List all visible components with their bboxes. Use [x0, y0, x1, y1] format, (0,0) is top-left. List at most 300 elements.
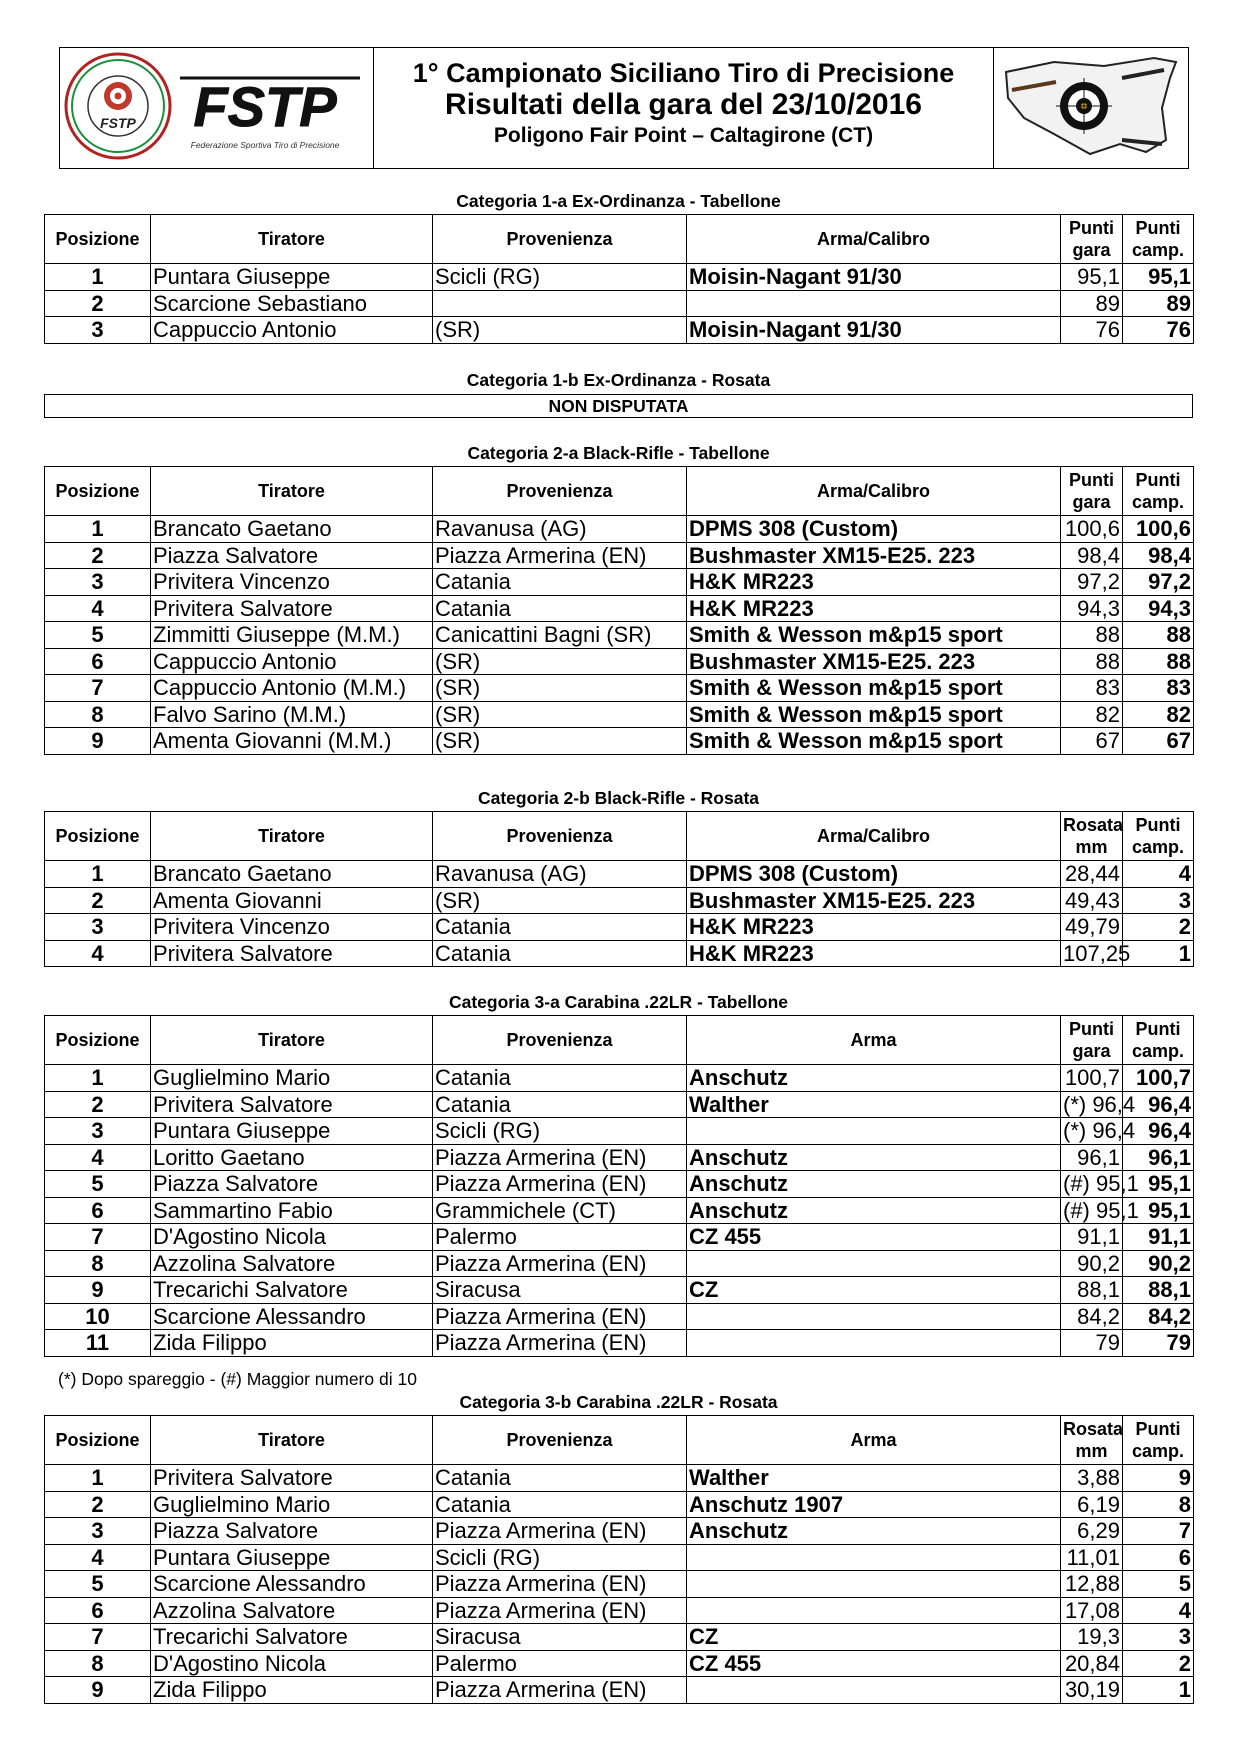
weapon-cell: Anschutz — [687, 1065, 1061, 1092]
score-cell: 88 — [1061, 622, 1123, 649]
weapon-cell: Smith & Wesson m&p15 sport — [687, 675, 1061, 702]
tiebreak-note: (*) Dopo spareggio - (#) Maggior numero di 10 — [58, 1369, 417, 1389]
shooter-cell: Scarcione Sebastiano — [151, 290, 433, 317]
shooter-cell: Trecarichi Salvatore — [151, 1624, 433, 1651]
table-row — [45, 1544, 1194, 1571]
shooter-cell: Scarcione Alessandro — [151, 1303, 433, 1330]
position-cell: 3 — [45, 1118, 151, 1145]
logo-small-text: FSTP — [100, 115, 136, 131]
origin-cell: Piazza Armerina (EN) — [433, 1330, 687, 1357]
shooter-cell: Brancato Gaetano — [151, 861, 433, 888]
score-cell: 49,43 — [1061, 887, 1123, 914]
weapon-cell — [687, 1118, 1061, 1145]
col-punti-camp: Punti camp. — [1123, 1016, 1194, 1065]
points-cell: 79 — [1123, 1330, 1194, 1357]
position-cell: 10 — [45, 1303, 151, 1330]
category-title: Categoria 1-b Ex-Ordinanza - Rosata — [466, 370, 771, 390]
score-cell: 3,88 — [1061, 1465, 1123, 1492]
col-rosata-mm: Rosata mm — [1061, 812, 1123, 861]
shooter-cell: Puntara Giuseppe — [151, 1118, 433, 1145]
origin-cell: Piazza Armerina (EN) — [433, 542, 687, 569]
col-arma: Arma/Calibro — [687, 215, 1061, 264]
col-provenienza: Provenienza — [433, 467, 687, 516]
table-row — [45, 861, 1194, 888]
table-row — [45, 290, 1194, 317]
position-cell: 11 — [45, 1330, 151, 1357]
score-cell: 94,3 — [1061, 595, 1123, 622]
header-titles — [374, 48, 993, 168]
weapon-cell: Walther — [687, 1091, 1061, 1118]
weapon-cell: H&K MR223 — [687, 914, 1061, 941]
points-cell: 88 — [1123, 648, 1194, 675]
weapon-cell: Bushmaster XM15-E25. 223 — [687, 648, 1061, 675]
position-cell: 7 — [45, 1624, 151, 1651]
col-provenienza: Provenienza — [433, 215, 687, 264]
weapon-cell: Anschutz — [687, 1197, 1061, 1224]
position-cell: 3 — [45, 914, 151, 941]
table-row — [45, 1118, 1194, 1145]
shooter-cell: Privitera Salvatore — [151, 1091, 433, 1118]
position-cell: 5 — [45, 1571, 151, 1598]
shooter-cell: Trecarichi Salvatore — [151, 1277, 433, 1304]
origin-cell: (SR) — [433, 317, 687, 344]
position-cell: 2 — [45, 1091, 151, 1118]
origin-cell: Piazza Armerina (EN) — [433, 1597, 687, 1624]
venue-title: Poligono Fair Point – Caltagirone (CT) — [493, 124, 874, 147]
table-row — [45, 675, 1194, 702]
origin-cell: (SR) — [433, 675, 687, 702]
position-cell: 8 — [45, 1650, 151, 1677]
points-cell: 100,7 — [1123, 1065, 1194, 1092]
table-row — [45, 569, 1194, 596]
points-cell: 1 — [1123, 940, 1194, 967]
origin-cell: Catania — [433, 1491, 687, 1518]
shooter-cell: Zida Filippo — [151, 1330, 433, 1357]
fstp-logo-graphic — [60, 48, 371, 167]
points-cell: 83 — [1123, 675, 1194, 702]
origin-cell: Piazza Armerina (EN) — [433, 1250, 687, 1277]
table-row — [45, 1277, 1194, 1304]
origin-cell: Catania — [433, 595, 687, 622]
points-cell: 1 — [1123, 1677, 1194, 1704]
shooter-cell: Cappuccio Antonio — [151, 317, 433, 344]
position-cell: 4 — [45, 940, 151, 967]
origin-cell: Scicli (RG) — [433, 1118, 687, 1145]
col-posizione: Posizione — [45, 215, 151, 264]
score-cell: 89 — [1061, 290, 1123, 317]
points-cell: 98,4 — [1123, 542, 1194, 569]
weapon-cell: Smith & Wesson m&p15 sport — [687, 701, 1061, 728]
points-cell: 96,4 — [1123, 1091, 1194, 1118]
weapon-cell: CZ — [687, 1624, 1061, 1651]
category-title: Categoria 1-a Ex-Ordinanza - Tabellone — [456, 191, 781, 211]
score-cell: (*) 96,4 — [1061, 1091, 1123, 1118]
shooter-cell: Piazza Salvatore — [151, 1171, 433, 1198]
weapon-cell — [687, 1303, 1061, 1330]
origin-cell: Scicli (RG) — [433, 264, 687, 291]
category-title: Categoria 2-b Black-Rifle - Rosata — [477, 788, 760, 808]
weapon-cell: Walther — [687, 1465, 1061, 1492]
weapon-cell: H&K MR223 — [687, 595, 1061, 622]
table-row — [45, 1571, 1194, 1598]
col-tiratore: Tiratore — [151, 467, 433, 516]
fstp-logo — [60, 48, 374, 168]
points-cell: 4 — [1123, 861, 1194, 888]
points-cell: 82 — [1123, 701, 1194, 728]
position-cell: 5 — [45, 622, 151, 649]
weapon-cell — [687, 1544, 1061, 1571]
col-tiratore: Tiratore — [151, 215, 433, 264]
shooter-cell: Falvo Sarino (M.M.) — [151, 701, 433, 728]
position-cell: 3 — [45, 317, 151, 344]
points-cell: 88,1 — [1123, 1277, 1194, 1304]
col-posizione: Posizione — [45, 467, 151, 516]
origin-cell: (SR) — [433, 887, 687, 914]
origin-cell: Piazza Armerina (EN) — [433, 1571, 687, 1598]
shooter-cell: Loritto Gaetano — [151, 1144, 433, 1171]
score-cell: 67 — [1061, 728, 1123, 755]
score-cell: 76 — [1061, 317, 1123, 344]
origin-cell: Piazza Armerina (EN) — [433, 1518, 687, 1545]
table-row — [45, 701, 1194, 728]
table-row — [45, 728, 1194, 755]
score-cell: 91,1 — [1061, 1224, 1123, 1251]
shooter-cell: Sammartino Fabio — [151, 1197, 433, 1224]
points-cell: 6 — [1123, 1544, 1194, 1571]
category-title: Categoria 3-a Carabina .22LR - Tabellone — [448, 992, 789, 1012]
category-title: Categoria 2-a Black-Rifle - Tabellone — [467, 443, 770, 463]
points-cell: 9 — [1123, 1465, 1194, 1492]
points-cell: 94,3 — [1123, 595, 1194, 622]
shooter-cell: Privitera Salvatore — [151, 595, 433, 622]
origin-cell: Piazza Armerina (EN) — [433, 1144, 687, 1171]
score-cell: 84,2 — [1061, 1303, 1123, 1330]
table-row — [45, 1144, 1194, 1171]
col-punti-gara: Punti gara — [1061, 467, 1123, 516]
score-cell: 6,29 — [1061, 1518, 1123, 1545]
col-posizione: Posizione — [45, 812, 151, 861]
score-cell: 20,84 — [1061, 1650, 1123, 1677]
shooter-cell: D'Agostino Nicola — [151, 1650, 433, 1677]
header — [59, 47, 1189, 169]
col-arma: Arma/Calibro — [687, 467, 1061, 516]
points-cell: 95,1 — [1123, 1197, 1194, 1224]
logo-subtitle: Federazione Sportiva Tiro di Precisione — [190, 140, 340, 150]
shooter-cell: Guglielmino Mario — [151, 1065, 433, 1092]
table-row — [45, 317, 1194, 344]
position-cell: 3 — [45, 1518, 151, 1545]
shooter-cell: Piazza Salvatore — [151, 1518, 433, 1545]
score-cell: 82 — [1061, 701, 1123, 728]
shooter-cell: Cappuccio Antonio — [151, 648, 433, 675]
table-row — [45, 1065, 1194, 1092]
col-punti-camp: Punti camp. — [1123, 215, 1194, 264]
weapon-cell: Smith & Wesson m&p15 sport — [687, 728, 1061, 755]
score-cell: 28,44 — [1061, 861, 1123, 888]
position-cell: 3 — [45, 569, 151, 596]
results-table — [44, 466, 1194, 755]
table-row — [45, 516, 1194, 543]
col-tiratore: Tiratore — [151, 812, 433, 861]
score-cell: 19,3 — [1061, 1624, 1123, 1651]
position-cell: 1 — [45, 516, 151, 543]
position-cell: 5 — [45, 1171, 151, 1198]
shooter-cell: Privitera Salvatore — [151, 940, 433, 967]
col-provenienza: Provenienza — [433, 1016, 687, 1065]
origin-cell: Piazza Armerina (EN) — [433, 1171, 687, 1198]
sicily-target-icon — [994, 48, 1186, 167]
weapon-cell: CZ 455 — [687, 1224, 1061, 1251]
score-cell: 12,88 — [1061, 1571, 1123, 1598]
sicily-map-logo — [993, 48, 1188, 168]
weapon-cell — [687, 290, 1061, 317]
table-row — [45, 622, 1194, 649]
position-cell: 6 — [45, 1597, 151, 1624]
origin-cell: Catania — [433, 914, 687, 941]
weapon-cell: Bushmaster XM15-E25. 223 — [687, 542, 1061, 569]
category-title: Categoria 3-b Carabina .22LR - Rosata — [459, 1392, 778, 1412]
results-table — [44, 811, 1194, 967]
origin-cell: Scicli (RG) — [433, 1544, 687, 1571]
position-cell: 4 — [45, 1144, 151, 1171]
shooter-cell: Brancato Gaetano — [151, 516, 433, 543]
points-cell: 95,1 — [1123, 1171, 1194, 1198]
col-tiratore: Tiratore — [151, 1016, 433, 1065]
weapon-cell: Anschutz 1907 — [687, 1491, 1061, 1518]
position-cell: 1 — [45, 861, 151, 888]
score-cell: (#) 95,1 — [1061, 1171, 1123, 1198]
results-table — [44, 1015, 1194, 1357]
origin-cell: Ravanusa (AG) — [433, 861, 687, 888]
col-punti-gara: Punti gara — [1061, 215, 1123, 264]
championship-title: 1° Campionato Siciliano Tiro di Precisione — [412, 58, 955, 88]
shooter-cell: Privitera Vincenzo — [151, 914, 433, 941]
col-punti-camp: Punti camp. — [1123, 1416, 1194, 1465]
points-cell: 96,4 — [1123, 1118, 1194, 1145]
weapon-cell: DPMS 308 (Custom) — [687, 861, 1061, 888]
table-row — [45, 1250, 1194, 1277]
position-cell: 9 — [45, 728, 151, 755]
table-row — [45, 648, 1194, 675]
shooter-cell: Zida Filippo — [151, 1677, 433, 1704]
origin-cell: Piazza Armerina (EN) — [433, 1303, 687, 1330]
points-cell: 2 — [1123, 1650, 1194, 1677]
points-cell: 8 — [1123, 1491, 1194, 1518]
weapon-cell: CZ 455 — [687, 1650, 1061, 1677]
position-cell: 1 — [45, 1065, 151, 1092]
points-cell: 3 — [1123, 1624, 1194, 1651]
origin-cell: Siracusa — [433, 1277, 687, 1304]
table-row — [45, 1197, 1194, 1224]
position-cell: 8 — [45, 701, 151, 728]
origin-cell: Canicattini Bagni (SR) — [433, 622, 687, 649]
table-row — [45, 1518, 1194, 1545]
position-cell: 9 — [45, 1677, 151, 1704]
origin-cell: Siracusa — [433, 1624, 687, 1651]
points-cell: 97,2 — [1123, 569, 1194, 596]
table-row — [45, 1650, 1194, 1677]
points-cell: 90,2 — [1123, 1250, 1194, 1277]
position-cell: 2 — [45, 542, 151, 569]
col-posizione: Posizione — [45, 1416, 151, 1465]
col-provenienza: Provenienza — [433, 812, 687, 861]
weapon-cell: Moisin-Nagant 91/30 — [687, 317, 1061, 344]
score-cell: 98,4 — [1061, 542, 1123, 569]
position-cell: 6 — [45, 648, 151, 675]
table-row — [45, 940, 1194, 967]
results-title: Risultati della gara del 23/10/2016 — [445, 88, 922, 121]
score-cell: 30,19 — [1061, 1677, 1123, 1704]
position-cell: 1 — [45, 1465, 151, 1492]
score-cell: 79 — [1061, 1330, 1123, 1357]
position-cell: 7 — [45, 675, 151, 702]
weapon-cell: Bushmaster XM15-E25. 223 — [687, 887, 1061, 914]
position-cell: 2 — [45, 290, 151, 317]
shooter-cell: Puntara Giuseppe — [151, 264, 433, 291]
score-cell: 11,01 — [1061, 1544, 1123, 1571]
shooter-cell: Zimmitti Giuseppe (M.M.) — [151, 622, 433, 649]
score-cell: (#) 95,1 — [1061, 1197, 1123, 1224]
origin-cell: Catania — [433, 1065, 687, 1092]
weapon-cell: Anschutz — [687, 1518, 1061, 1545]
origin-cell — [433, 290, 687, 317]
origin-cell: Grammichele (CT) — [433, 1197, 687, 1224]
position-cell: 8 — [45, 1250, 151, 1277]
position-cell: 2 — [45, 1491, 151, 1518]
shooter-cell: D'Agostino Nicola — [151, 1224, 433, 1251]
table-row — [45, 1224, 1194, 1251]
origin-cell: Piazza Armerina (EN) — [433, 1677, 687, 1704]
score-cell: 49,79 — [1061, 914, 1123, 941]
score-cell: 83 — [1061, 675, 1123, 702]
origin-cell: Catania — [433, 1465, 687, 1492]
shooter-cell: Scarcione Alessandro — [151, 1571, 433, 1598]
logo-big-text: FSTP — [193, 75, 337, 138]
col-rosata-mm: Rosata mm — [1061, 1416, 1123, 1465]
origin-cell: (SR) — [433, 701, 687, 728]
weapon-cell: Anschutz — [687, 1144, 1061, 1171]
shooter-cell: Piazza Salvatore — [151, 542, 433, 569]
origin-cell: Ravanusa (AG) — [433, 516, 687, 543]
weapon-cell: Smith & Wesson m&p15 sport — [687, 622, 1061, 649]
table-row — [45, 1171, 1194, 1198]
origin-cell: Palermo — [433, 1650, 687, 1677]
table-row — [45, 264, 1194, 291]
score-cell: (*) 96,4 — [1061, 1118, 1123, 1145]
results-table — [44, 214, 1194, 344]
table-row — [45, 1677, 1194, 1704]
origin-cell: (SR) — [433, 648, 687, 675]
weapon-cell: Anschutz — [687, 1171, 1061, 1198]
points-cell: 100,6 — [1123, 516, 1194, 543]
shooter-cell: Azzolina Salvatore — [151, 1250, 433, 1277]
table-row — [45, 887, 1194, 914]
points-cell: 96,1 — [1123, 1144, 1194, 1171]
col-tiratore: Tiratore — [151, 1416, 433, 1465]
col-posizione: Posizione — [45, 1016, 151, 1065]
points-cell: 89 — [1123, 290, 1194, 317]
points-cell: 88 — [1123, 622, 1194, 649]
position-cell: 9 — [45, 1277, 151, 1304]
score-cell: 96,1 — [1061, 1144, 1123, 1171]
shooter-cell: Amenta Giovanni (M.M.) — [151, 728, 433, 755]
score-cell: 100,7 — [1061, 1065, 1123, 1092]
table-row — [45, 1303, 1194, 1330]
score-cell: 95,1 — [1061, 264, 1123, 291]
position-cell: 6 — [45, 1197, 151, 1224]
position-cell: 1 — [45, 264, 151, 291]
table-row — [45, 1330, 1194, 1357]
origin-cell: Palermo — [433, 1224, 687, 1251]
points-cell: 76 — [1123, 317, 1194, 344]
weapon-cell: CZ — [687, 1277, 1061, 1304]
results-table — [44, 1415, 1194, 1704]
table-row — [45, 595, 1194, 622]
shooter-cell: Azzolina Salvatore — [151, 1597, 433, 1624]
weapon-cell: DPMS 308 (Custom) — [687, 516, 1061, 543]
table-row — [45, 1624, 1194, 1651]
position-cell: 7 — [45, 1224, 151, 1251]
score-cell: 6,19 — [1061, 1491, 1123, 1518]
col-punti-camp: Punti camp. — [1123, 467, 1194, 516]
weapon-cell — [687, 1571, 1061, 1598]
points-cell: 2 — [1123, 914, 1194, 941]
weapon-cell: Moisin-Nagant 91/30 — [687, 264, 1061, 291]
shooter-cell: Puntara Giuseppe — [151, 1544, 433, 1571]
weapon-cell — [687, 1677, 1061, 1704]
col-arma: Arma — [687, 1016, 1061, 1065]
origin-cell: Catania — [433, 569, 687, 596]
points-cell: 4 — [1123, 1597, 1194, 1624]
points-cell: 67 — [1123, 728, 1194, 755]
shooter-cell: Privitera Salvatore — [151, 1465, 433, 1492]
points-cell: 7 — [1123, 1518, 1194, 1545]
weapon-cell — [687, 1597, 1061, 1624]
shooter-cell: Privitera Vincenzo — [151, 569, 433, 596]
score-cell: 97,2 — [1061, 569, 1123, 596]
shooter-cell: Amenta Giovanni — [151, 887, 433, 914]
col-punti-gara: Punti gara — [1061, 1016, 1123, 1065]
table-row — [45, 1091, 1194, 1118]
weapon-cell: H&K MR223 — [687, 569, 1061, 596]
score-cell: 90,2 — [1061, 1250, 1123, 1277]
col-provenienza: Provenienza — [433, 1416, 687, 1465]
points-cell: 84,2 — [1123, 1303, 1194, 1330]
points-cell: 95,1 — [1123, 264, 1194, 291]
position-cell: 2 — [45, 887, 151, 914]
score-cell: 100,6 — [1061, 516, 1123, 543]
col-punti-camp: Punti camp. — [1123, 812, 1194, 861]
weapon-cell: H&K MR223 — [687, 940, 1061, 967]
table-row — [45, 1491, 1194, 1518]
points-cell: 3 — [1123, 887, 1194, 914]
shooter-cell: Cappuccio Antonio (M.M.) — [151, 675, 433, 702]
position-cell: 4 — [45, 595, 151, 622]
weapon-cell — [687, 1250, 1061, 1277]
score-cell: 17,08 — [1061, 1597, 1123, 1624]
non-disputata-notice: NON DISPUTATA — [44, 394, 1193, 418]
position-cell: 4 — [45, 1544, 151, 1571]
score-cell: 88 — [1061, 648, 1123, 675]
table-row — [45, 914, 1194, 941]
col-arma: Arma — [687, 1416, 1061, 1465]
shooter-cell: Guglielmino Mario — [151, 1491, 433, 1518]
origin-cell: Catania — [433, 940, 687, 967]
score-cell: 88,1 — [1061, 1277, 1123, 1304]
origin-cell: (SR) — [433, 728, 687, 755]
origin-cell: Catania — [433, 1091, 687, 1118]
col-arma: Arma/Calibro — [687, 812, 1061, 861]
